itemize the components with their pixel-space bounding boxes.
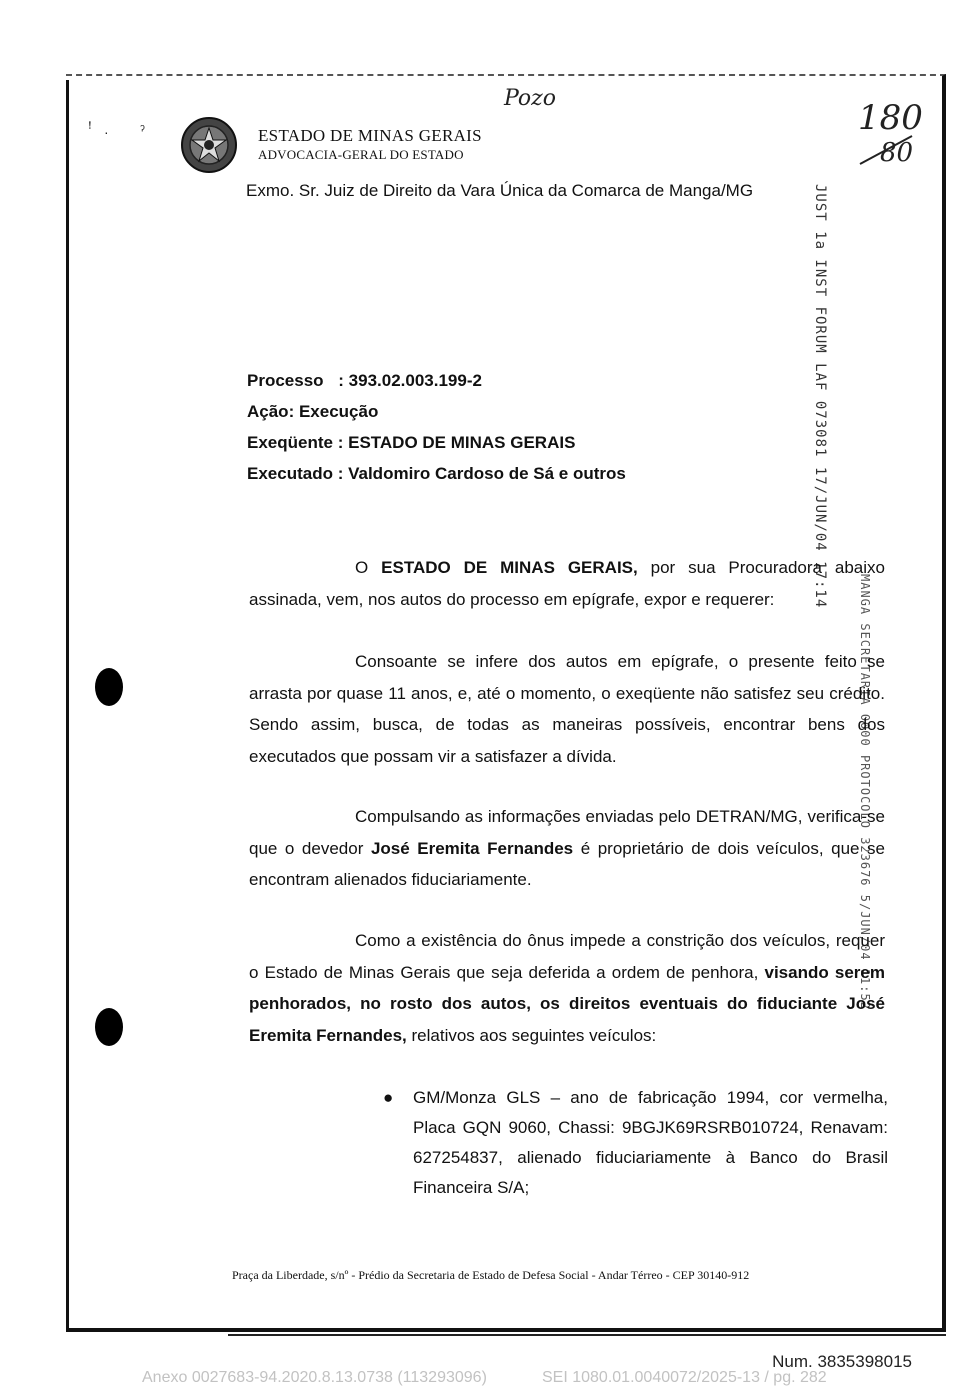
footer-address: Praça da Liberdade, s/nº - Prédio da Secretaria de Estado de Defesa Social - Andar Térreo - CEP 30140-912 (232, 1268, 750, 1282)
exequente-row (247, 433, 575, 453)
document-number: Num. 3835398015 (772, 1352, 912, 1371)
annex-reference: Anexo 0027683-94.2020.8.13.0738 (113293096) (142, 1369, 487, 1386)
paragraph-context (249, 646, 885, 772)
acao-value: Execução (298, 402, 379, 421)
folio-strike-mark (856, 130, 916, 170)
text-run: Como a existência do ônus impede a constrição dos veículos, requer o Estado de Minas Gerais que seja deferida a ordem de penhora, (249, 931, 885, 982)
vehicle-description: GM/Monza GLS – ano de fabricação 1994, cor vermelha, Placa GQN 9060, Chassi: 9BGJK69RSRB010724, Renavam: 627254837, alienado fiduciariamente à Banco do Brasil Financeira S/A; (413, 1088, 888, 1197)
state-heading: ESTADO DE MINAS GERAIS (258, 126, 482, 145)
vehicle-list-item (384, 1083, 888, 1203)
scan-mark: ˀ (140, 122, 145, 138)
processo-value: : 393.02.003.199-2 (338, 371, 482, 390)
processo-label: Processo (247, 371, 324, 390)
sei-reference: SEI 1080.01.0040072/2025-13 / pg. 282 (542, 1369, 827, 1386)
folio-number: 180 (858, 98, 923, 138)
text-run-bold: ESTADO DE MINAS GERAIS, (381, 558, 638, 577)
protocol-stamp-secondary: MANGA SECRETARIA 0000 PROTOCOLO 323676 5/JUN/04 11:52 (858, 574, 872, 1010)
text-run-bold: visando serem penhorados, no rosto dos autos, os direitos eventuais do fiduciante José Eremita Fernandes, (249, 962, 885, 1045)
exequente-value: : ESTADO DE MINAS GERAIS (337, 433, 576, 452)
scan-mark: · (104, 124, 109, 140)
text-run: relativos aos seguintes veículos: (406, 1025, 657, 1045)
executado-value: : Valdomiro Cardoso de Sá e outros (337, 464, 626, 483)
punch-hole-icon (95, 668, 123, 706)
executado-label: Executado (247, 464, 333, 483)
page-left-edge (66, 80, 69, 1332)
handwritten-note: Pozo (504, 86, 556, 111)
scan-mark: ꜝ (88, 122, 92, 138)
paragraph-intro (249, 552, 885, 615)
punch-hole-icon (95, 1008, 123, 1046)
addressee-line: Exmo. Sr. Juiz de Direito da Vara Única da Comarca de Manga/MG (246, 181, 754, 200)
coat-of-arms-icon (180, 116, 238, 174)
bottom-border (228, 1334, 946, 1336)
executado-row (247, 464, 626, 484)
processo-row (247, 371, 482, 391)
paragraph-detran (249, 801, 885, 896)
acao-label: Ação: (247, 402, 295, 421)
text-run: Compulsando as informações enviadas pelo DETRAN/MG, verifica-se que o devedor (249, 807, 885, 858)
exequente-label: Exeqüente (247, 433, 333, 452)
bullet-icon: ● (383, 1088, 394, 1107)
text-run: por sua Procuradora abaixo assinada, vem, nos autos do processo em epígrafe, expor e requerer: (249, 558, 885, 609)
text-run: O (355, 558, 382, 577)
folio-sub-number: 80 (880, 138, 914, 168)
text-run: Consoante se infere dos autos em epígrafe, o presente feito se arrasta por quase 11 anos, e, até o momento, o exeqüente não satisfez seu crédito. Sendo assim, busca, de todas as maneiras possíveis, encontrar bens dos executados que possam vir a satisfazer a dívida. (249, 652, 885, 766)
debtor-name: José Eremita Fernandes (370, 838, 574, 858)
agency-heading: ADVOCACIA-GERAL DO ESTADO (258, 147, 464, 162)
text-run: é proprietário de dois veículos, que se encontram alienados fiduciariamente. (249, 838, 885, 889)
protocol-stamp: JUST 1a INST FORUM LAF 073081 17/JUN/04 17:14 (812, 184, 828, 609)
acao-row (247, 402, 378, 422)
paragraph-request (249, 925, 885, 1051)
